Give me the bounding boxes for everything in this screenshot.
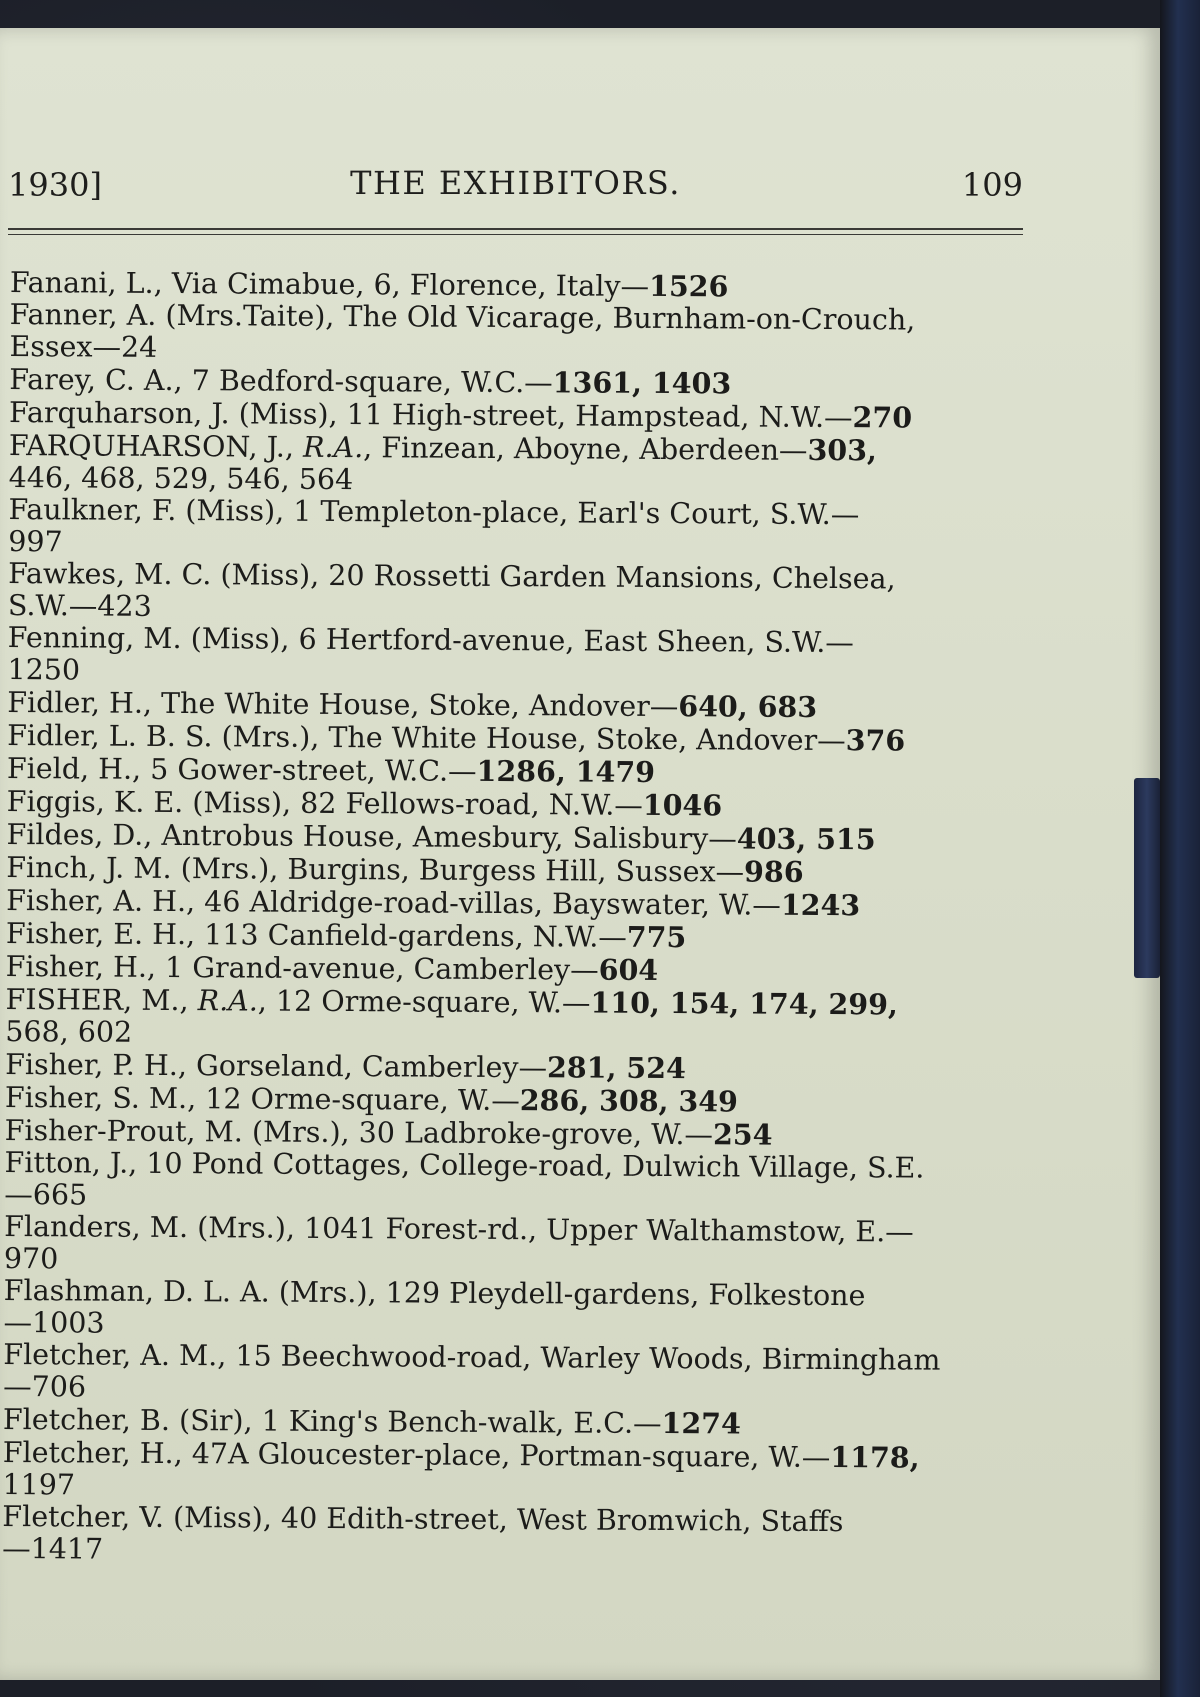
exhibitor-address: , 40 Edith-street, West Bromwich, Staffs <box>262 1501 844 1539</box>
exhibitor-address: , 47A Gloucester-place, Portman-square, W.— <box>173 1437 831 1475</box>
exhibitor-entry <box>8 494 1028 564</box>
header-year: 1930] <box>8 166 102 204</box>
catalogue-numbers: 270 <box>852 400 913 435</box>
entry-continuation: 970 <box>3 1241 59 1276</box>
exhibitor-address: , 1 Templeton-place, Earl's Court, S.W.— <box>275 494 860 532</box>
exhibitor-address: , The Old Vicarage, Burnham-on-Crouch, <box>325 299 916 337</box>
entry-first-line <box>8 556 1028 596</box>
exhibitor-entry <box>9 299 1029 369</box>
exhibitor-name: Fanner, A. (Mrs.Taite) <box>9 297 326 333</box>
catalogue-numbers: 775 <box>626 919 687 955</box>
exhibitor-name: Fidler, L. B. S. (Mrs.) <box>7 718 311 754</box>
catalogue-numbers: 1361, 1403 <box>552 365 732 401</box>
page-title: THE EXHIBITORS. <box>350 164 681 202</box>
exhibitor-name: Farquharson, J. (Miss) <box>9 395 329 431</box>
catalogue-numbers: 286, 308, 349 <box>519 1083 739 1119</box>
entry-first-line <box>7 620 1028 660</box>
catalogue-numbers: 110, 154, 174, 299, <box>590 985 899 1022</box>
exhibitor-name: Flanders, M. (Mrs.) <box>4 1209 286 1245</box>
entry-first-line <box>8 492 1028 532</box>
exhibitor-entry <box>8 558 1028 628</box>
catalogue-numbers: 1243 <box>780 887 861 923</box>
exhibitor-address: , 129 Pleydell-gardens, Folkestone <box>367 1276 866 1313</box>
book-spine <box>1160 0 1200 1697</box>
exhibitor-address: , 7 Bedford-square, W.C.— <box>173 364 553 400</box>
exhibitor-address: , 20 Rossetti Garden Mansions, Chelsea, <box>310 558 896 596</box>
entry-continuation: 568, 602 <box>5 1014 133 1049</box>
exhibitor-address: , Antrobus House, Amesbury, Salisbury— <box>143 818 737 856</box>
exhibitor-name: Figgis, K. E. (Miss) <box>6 784 283 820</box>
catalogue-numbers: 604 <box>598 952 659 987</box>
exhibitor-name: Fisher-Prout, M. (Mrs.) <box>4 1113 341 1150</box>
exhibitor-address: , 15 Beechwood-road, Warley Woods, Birmingham <box>217 1339 941 1377</box>
catalogue-numbers: 1274 <box>661 1406 742 1441</box>
entry-continuation: S.W.—423 <box>7 588 152 623</box>
catalogue-numbers: 303, <box>807 432 878 468</box>
header-rule-thin <box>8 234 1023 235</box>
entry-first-line <box>4 1209 1024 1249</box>
exhibitor-entry <box>7 622 1027 692</box>
exhibitor-name: Field, H. <box>6 751 133 786</box>
exhibitor-name: Fildes, D. <box>6 817 144 852</box>
exhibitor-name: Fisher, S. M. <box>4 1080 188 1116</box>
catalogue-numbers: 1046 <box>642 787 723 823</box>
exhibitor-address: , The White House, Stoke, Andover— <box>310 720 846 758</box>
catalogue-numbers: 1526 <box>648 268 729 304</box>
exhibitor-address: , 113 Canfield-gardens, N.W.— <box>186 918 627 954</box>
exhibitor-entry <box>3 1275 1023 1345</box>
exhibitor-address: , 82 Fellows-road, N.W.— <box>281 786 643 822</box>
exhibitor-name: Farey, C. A. <box>9 362 174 398</box>
exhibitor-name: Fletcher, A. M. <box>3 1337 218 1373</box>
exhibitor-name: Finch, J. M. (Mrs.) <box>6 850 270 886</box>
exhibitor-name: Fisher, E. H. <box>5 916 187 952</box>
entry-continuation: 1250 <box>7 652 81 687</box>
exhibitor-name: Fanani, L. <box>9 266 154 300</box>
catalogue-numbers: 1286, 1479 <box>476 753 656 789</box>
exhibitor-address: , 46 Aldridge-road-villas, Bayswater, W.— <box>185 885 781 922</box>
entry-first-line <box>9 297 1030 337</box>
exhibitor-address: , 5 Gower-street, W.C.— <box>131 752 477 788</box>
running-header <box>8 146 1023 206</box>
exhibitor-address: , 11 High-street, Hampstead, N.W.— <box>328 397 853 435</box>
exhibitor-address: , 12 Orme-square, W.— <box>257 984 591 1020</box>
entry-first-line <box>3 1273 1024 1313</box>
header-rule <box>8 228 1023 230</box>
royal-academician-mark: R.A. <box>302 430 364 465</box>
entry-first-line <box>4 1145 1024 1185</box>
exhibitor-address: , The White House, Stoke, Andover— <box>142 686 679 724</box>
entry-continuation: 1197 <box>2 1467 76 1502</box>
entry-continuation: 446, 468, 529, 546, 564 <box>8 460 354 497</box>
exhibitor-address: , 30 Ladbroke-grove, W.— <box>340 1116 714 1152</box>
entry-continuation: Essex—24 <box>9 329 158 364</box>
page-number: 109 <box>961 166 1023 204</box>
exhibitor-address: , Finzean, Aboyne, Aberdeen— <box>363 431 808 467</box>
catalogue-numbers: 640, 683 <box>678 689 818 724</box>
exhibitor-address: , Gorseland, Camberley— <box>177 1049 548 1085</box>
entry-first-line <box>3 1337 1023 1377</box>
exhibitor-name: Fenning, M. (Miss) <box>7 620 281 656</box>
exhibitor-address: , 1 Grand-avenue, Camberley— <box>146 950 599 987</box>
exhibitor-name: Fidler, H. <box>7 685 144 720</box>
exhibitor-entry <box>5 983 1025 1054</box>
catalogue-numbers: 376 <box>845 723 906 758</box>
exhibitor-address: , 1041 Forest-rd., Upper Walthamstow, E.— <box>285 1211 914 1249</box>
entry-continuation: —1417 <box>2 1531 104 1566</box>
exhibitor-entry <box>9 429 1029 500</box>
entry-continuation: —665 <box>4 1177 88 1212</box>
exhibitor-name: Flashman, D. L. A. (Mrs.) <box>3 1273 368 1310</box>
exhibitor-address: , 6 Hertford-avenue, East Sheen, S.W.— <box>280 622 854 660</box>
exhibitor-name: Faulkner, F. (Miss) <box>8 492 276 528</box>
exhibitor-name: FARQUHARSON, J., <box>8 428 295 464</box>
exhibitor-name: Fisher, A. H. <box>6 883 187 919</box>
exhibitor-name: Fitton, J. <box>4 1145 129 1180</box>
exhibitor-name: Fletcher, B. (Sir) <box>2 1402 244 1438</box>
exhibitor-address: , Burgins, Burgess Hill, Sussex— <box>269 852 745 889</box>
exhibitor-list <box>2 266 1030 1571</box>
entry-first-line <box>2 1499 1022 1539</box>
entry-continuation: 997 <box>8 524 63 559</box>
bookmark-ribbon <box>1134 778 1160 978</box>
exhibitor-name: Fletcher, H. <box>2 1435 174 1471</box>
catalogue-numbers: 1178, <box>830 1440 920 1475</box>
exhibitor-entry <box>4 1211 1024 1281</box>
exhibitor-name: Fawkes, M. C. (Miss) <box>8 556 311 592</box>
catalogue-numbers: 281, 524 <box>546 1050 686 1086</box>
exhibitor-entry <box>3 1339 1023 1409</box>
exhibitor-address: , Via Cimabue, 6, Florence, Italy— <box>153 266 650 303</box>
exhibitor-entry <box>2 1501 1022 1571</box>
book-page <box>0 28 1160 1680</box>
entry-continuation: —1003 <box>3 1305 105 1340</box>
exhibitor-address: , 12 Orme-square, W.— <box>187 1082 520 1118</box>
entry-first-line <box>5 982 1025 1022</box>
exhibitor-address: , 10 Pond Cottages, College-road, Dulwich Village, S.E. <box>128 1146 925 1185</box>
catalogue-numbers: 403, 515 <box>736 821 876 857</box>
entry-continuation: —706 <box>3 1369 87 1404</box>
entry-first-line <box>2 1435 1023 1475</box>
exhibitor-entry <box>4 1147 1024 1217</box>
exhibitor-name: Fisher, H. <box>5 949 148 984</box>
royal-academician-mark: R.A. <box>197 984 258 1018</box>
exhibitor-name: FISHER, M., <box>5 982 189 1018</box>
catalogue-numbers: 986 <box>743 854 804 889</box>
exhibitor-name: Fisher, P. H. <box>5 1047 179 1083</box>
exhibitor-address: , 1 King's Bench-walk, E.C.— <box>243 1404 662 1441</box>
exhibitor-entry <box>2 1436 1022 1507</box>
catalogue-numbers: 254 <box>712 1117 773 1152</box>
exhibitor-name: Fletcher, V. (Miss) <box>2 1499 263 1535</box>
